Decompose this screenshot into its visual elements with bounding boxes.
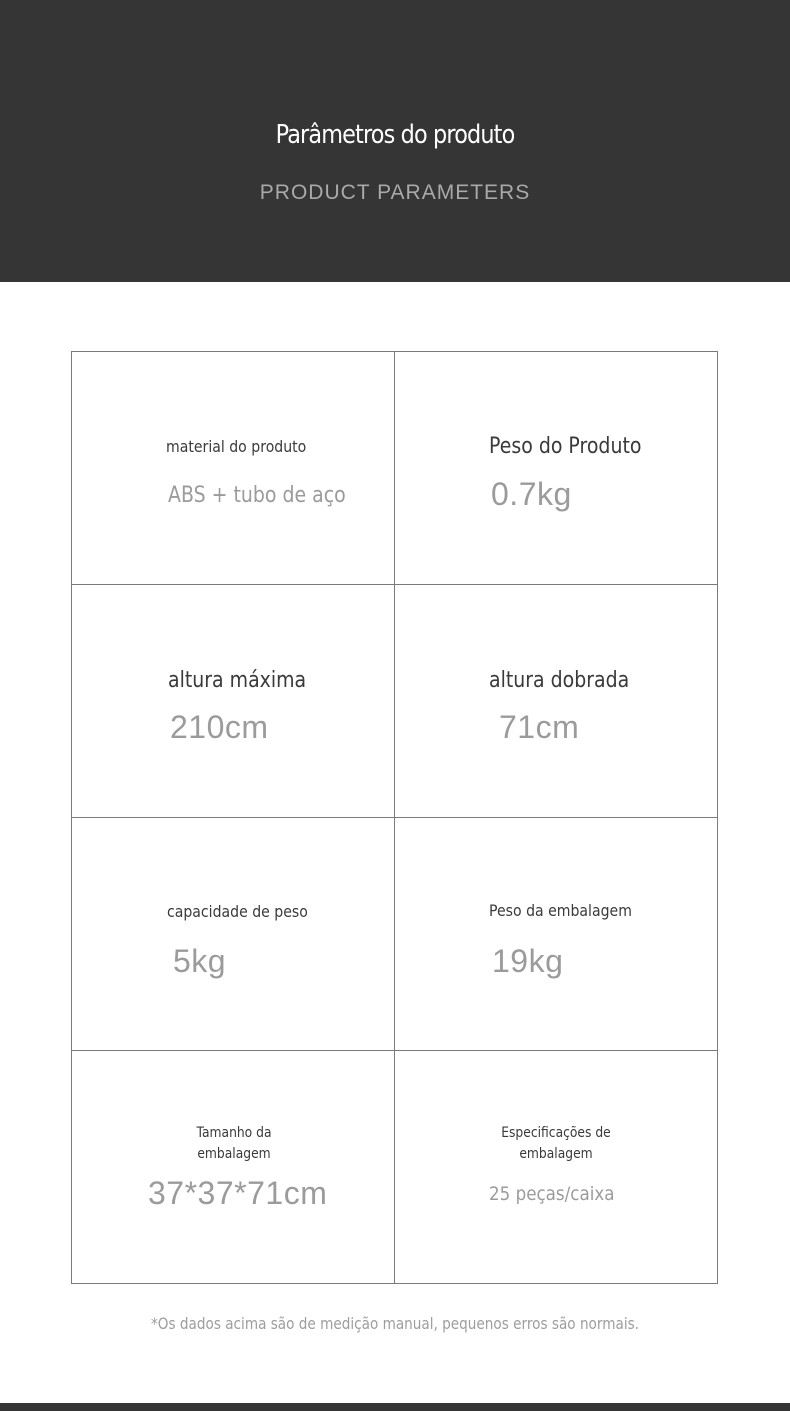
param-label: material do produto [166,437,307,456]
param-cell-material [72,352,395,585]
page-subtitle: PRODUCT PARAMETERS [259,181,531,204]
parameters-table [71,351,718,1284]
param-label: Peso do Produto [489,434,642,459]
param-value: 71cm [499,709,580,745]
page-title: Parâmetros do produto [275,120,515,150]
param-value: 25 peças/caixa [489,1183,615,1205]
param-value: 5kg [173,943,227,979]
param-cell-max-height [72,585,395,818]
param-value: 0.7kg [491,476,572,512]
param-cell-package-size [72,1051,395,1283]
param-label: capacidade de peso [167,902,308,921]
param-value: 19kg [492,943,564,979]
param-cell-folded-height [395,585,717,818]
header-banner [0,0,790,282]
param-cell-weight-capacity [72,818,395,1051]
bottom-divider-bar [0,1403,790,1411]
param-value: 210cm [170,709,269,745]
param-cell-package-weight [395,818,717,1051]
param-cell-product-weight [395,352,717,585]
param-label: altura dobrada [489,668,630,693]
param-cell-package-spec [395,1051,717,1283]
param-label: altura máxima [168,668,307,693]
param-label: Peso da embalagem [489,901,632,920]
param-label: Tamanho da embalagem [196,1125,272,1162]
param-value: ABS + tubo de aço [168,483,346,508]
param-label: Especificações de embalagem [501,1125,611,1162]
disclaimer-note: *Os dados acima são de medição manual, pequenos erros são normais. [150,1314,640,1333]
param-value: 37*37*71cm [148,1175,328,1211]
